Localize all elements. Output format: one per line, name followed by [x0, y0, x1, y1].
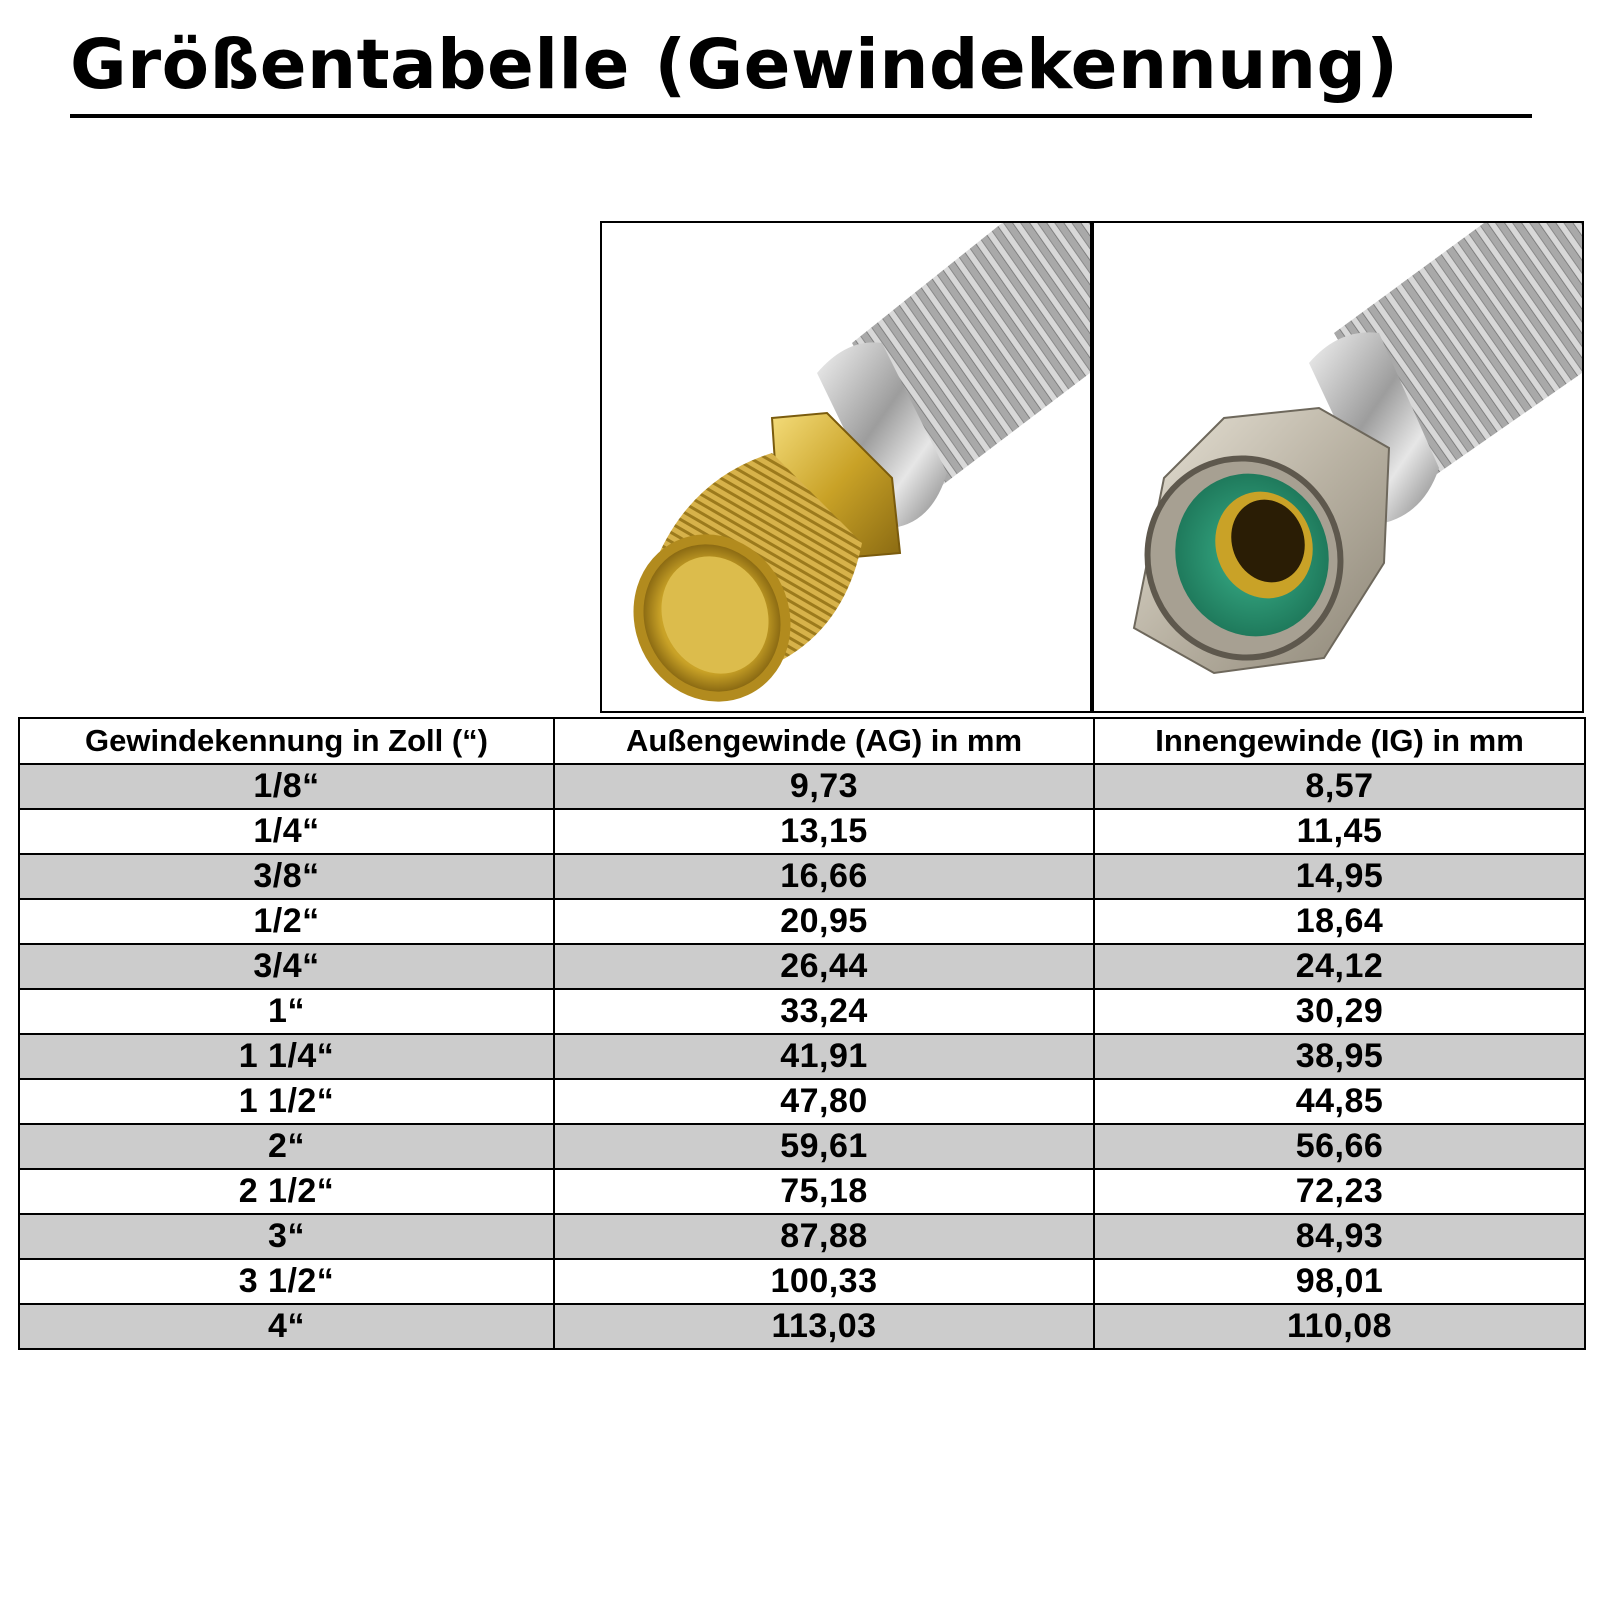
thread-size-cell: 2“	[19, 1124, 554, 1169]
table-row	[19, 854, 1585, 899]
male-thread-hose-photo	[600, 221, 1092, 713]
table-row	[19, 1259, 1585, 1304]
female-thread-cell: 98,01	[1094, 1259, 1585, 1304]
male-thread-cell: 9,73	[554, 764, 1094, 809]
male-thread-cell: 47,80	[554, 1079, 1094, 1124]
table-row	[19, 1304, 1585, 1349]
column-header-thread-size: Gewindekennung in Zoll (“)	[19, 718, 554, 764]
table-row	[19, 764, 1585, 809]
thread-size-cell: 4“	[19, 1304, 554, 1349]
male-thread-cell: 87,88	[554, 1214, 1094, 1259]
table-header-row	[19, 718, 1585, 764]
male-thread-cell: 100,33	[554, 1259, 1094, 1304]
male-thread-cell: 13,15	[554, 809, 1094, 854]
female-thread-hose-photo	[1092, 221, 1584, 713]
male-thread-cell: 16,66	[554, 854, 1094, 899]
male-thread-cell: 59,61	[554, 1124, 1094, 1169]
male-thread-cell: 33,24	[554, 989, 1094, 1034]
female-thread-cell: 18,64	[1094, 899, 1585, 944]
thread-size-cell: 1/2“	[19, 899, 554, 944]
table-row	[19, 1034, 1585, 1079]
thread-size-cell: 2 1/2“	[19, 1169, 554, 1214]
thread-size-table	[18, 717, 1586, 1350]
male-thread-cell: 20,95	[554, 899, 1094, 944]
male-thread-cell: 41,91	[554, 1034, 1094, 1079]
thread-size-cell: 1 1/2“	[19, 1079, 554, 1124]
female-thread-cell: 24,12	[1094, 944, 1585, 989]
thread-size-cell: 3/4“	[19, 944, 554, 989]
column-header-female-thread: Innengewinde (IG) in mm	[1094, 718, 1585, 764]
female-thread-cell: 110,08	[1094, 1304, 1585, 1349]
female-thread-cell: 38,95	[1094, 1034, 1585, 1079]
female-thread-cell: 84,93	[1094, 1214, 1585, 1259]
thread-size-cell: 3 1/2“	[19, 1259, 554, 1304]
male-thread-cell: 26,44	[554, 944, 1094, 989]
page-title: Größentabelle (Gewindekennung)	[70, 22, 1532, 118]
female-thread-cell: 44,85	[1094, 1079, 1585, 1124]
table-row	[19, 1214, 1585, 1259]
thread-size-cell: 1“	[19, 989, 554, 1034]
table-row	[19, 1079, 1585, 1124]
male-thread-cell: 113,03	[554, 1304, 1094, 1349]
thread-size-cell: 3“	[19, 1214, 554, 1259]
table-row	[19, 944, 1585, 989]
female-thread-cell: 14,95	[1094, 854, 1585, 899]
table-row	[19, 1169, 1585, 1214]
male-thread-cell: 75,18	[554, 1169, 1094, 1214]
female-thread-cell: 56,66	[1094, 1124, 1585, 1169]
thread-size-cell: 1/8“	[19, 764, 554, 809]
thread-size-cell: 1 1/4“	[19, 1034, 554, 1079]
table-row	[19, 899, 1585, 944]
female-thread-cell: 8,57	[1094, 764, 1585, 809]
table-row	[19, 989, 1585, 1034]
table-row	[19, 809, 1585, 854]
female-thread-cell: 72,23	[1094, 1169, 1585, 1214]
thread-size-cell: 1/4“	[19, 809, 554, 854]
thread-size-cell: 3/8“	[19, 854, 554, 899]
table-row	[19, 1124, 1585, 1169]
column-header-male-thread: Außengewinde (AG) in mm	[554, 718, 1094, 764]
female-thread-cell: 11,45	[1094, 809, 1585, 854]
female-thread-cell: 30,29	[1094, 989, 1585, 1034]
